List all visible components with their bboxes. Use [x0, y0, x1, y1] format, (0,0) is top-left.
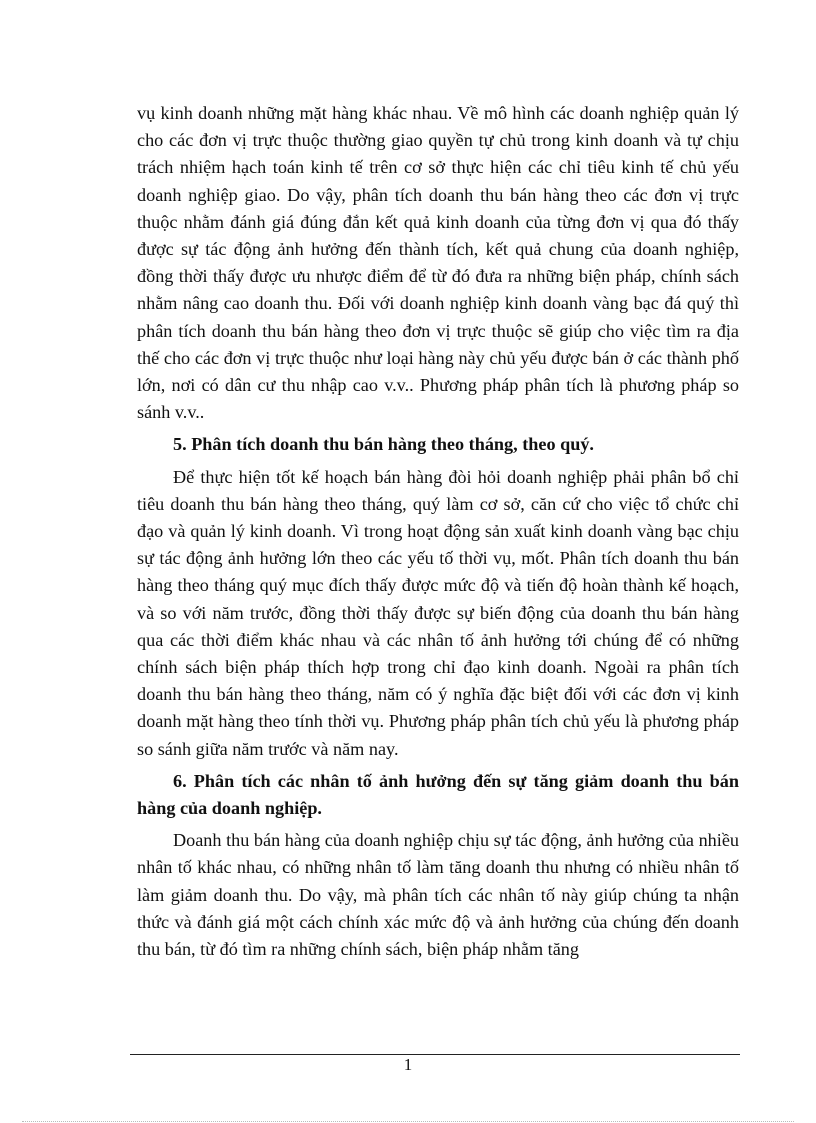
body-paragraph-1: vụ kinh doanh những mặt hàng khác nhau. Về mô hình các doanh nghiệp quản lý cho các đơn vị trực thuộc thường giao quyền tự chủ trong kinh doanh và tự chịu trách nhiệm hạch toán kinh tế trên cơ sở thực hiện các chỉ tiêu kinh tế chủ yếu doanh nghiệp giao. Do vậy, phân tích doanh thu bán hàng theo các đơn vị trực thuộc nhằm đánh giá đúng đắn kết quả kinh doanh của từng đơn vị qua đó thấy được sự tác động ảnh hưởng đến thành tích, kết quả chung của doanh nghiệp, đồng thời thấy được ưu nhược điểm để từ đó đưa ra những biện pháp, chính sách nhằm nâng cao doanh thu. Đối với doanh nghiệp kinh doanh vàng bạc đá quý thì phân tích doanh thu bán hàng theo đơn vị trực thuộc sẽ giúp cho việc tìm ra địa thế cho các đơn vị trực thuộc như loại hàng này chủ yếu được bán ở các thành phố lớn, nơi có dân cư thu nhập cao v.v.. Phương pháp phân tích là phương pháp so sánh v.v..	[137, 103, 739, 423]
section-heading-6: 6. Phân tích các nhân tố ảnh hưởng đến sự tăng giảm doanh thu bán hàng của doanh nghiệp.	[137, 770, 739, 819]
body-paragraph-3: Doanh thu bán hàng của doanh nghiệp chịu sự tác động, ảnh hưởng của nhiều nhân tố khác nhau, có những nhân tố làm tăng doanh thu nhưng có nhiều nhân tố làm giảm doanh thu. Do vậy, mà phân tích các nhân tố này giúp chúng ta nhận thức và đánh giá một cách chính xác mức độ và ảnh hưởng của chúng đến doanh thu bán, từ đó tìm ra những chính sách, biện pháp nhằm tăng	[137, 830, 739, 960]
section-heading-5: 5. Phân tích doanh thu bán hàng theo tháng, theo quý.	[173, 434, 594, 455]
body-paragraph-2: Để thực hiện tốt kế hoạch bán hàng đòi hỏi doanh nghiệp phải phân bổ chỉ tiêu doanh thu bán hàng theo tháng, quý làm cơ sở, căn cứ cho việc tổ chức chỉ đạo và quản lý kinh doanh. Vì trong hoạt động sản xuất kinh doanh vàng bạc chịu sự tác động ảnh hưởng lớn theo các yếu tố thời vụ, mốt. Phân tích doanh thu bán hàng theo tháng quý mục đích thấy được mức độ và tiến độ hoàn thành kế hoạch, và so với năm trước, đồng thời thấy được sự biến động của doanh thu bán hàng qua các thời điểm khác nhau và các nhân tố ảnh hưởng tới chúng để có những chính sách biện pháp thích hợp trong chỉ đạo kinh doanh. Ngoài ra phân tích doanh thu bán hàng theo tháng, năm có ý nghĩa đặc biệt đối với các đơn vị kinh doanh mặt hàng theo tính thời vụ. Phương pháp phân tích chủ yếu là phương pháp so sánh giữa năm trước và năm nay.	[137, 466, 739, 759]
page-number: 1	[403, 1055, 413, 1074]
page-bottom-border	[22, 1121, 794, 1122]
page-body	[137, 100, 739, 963]
